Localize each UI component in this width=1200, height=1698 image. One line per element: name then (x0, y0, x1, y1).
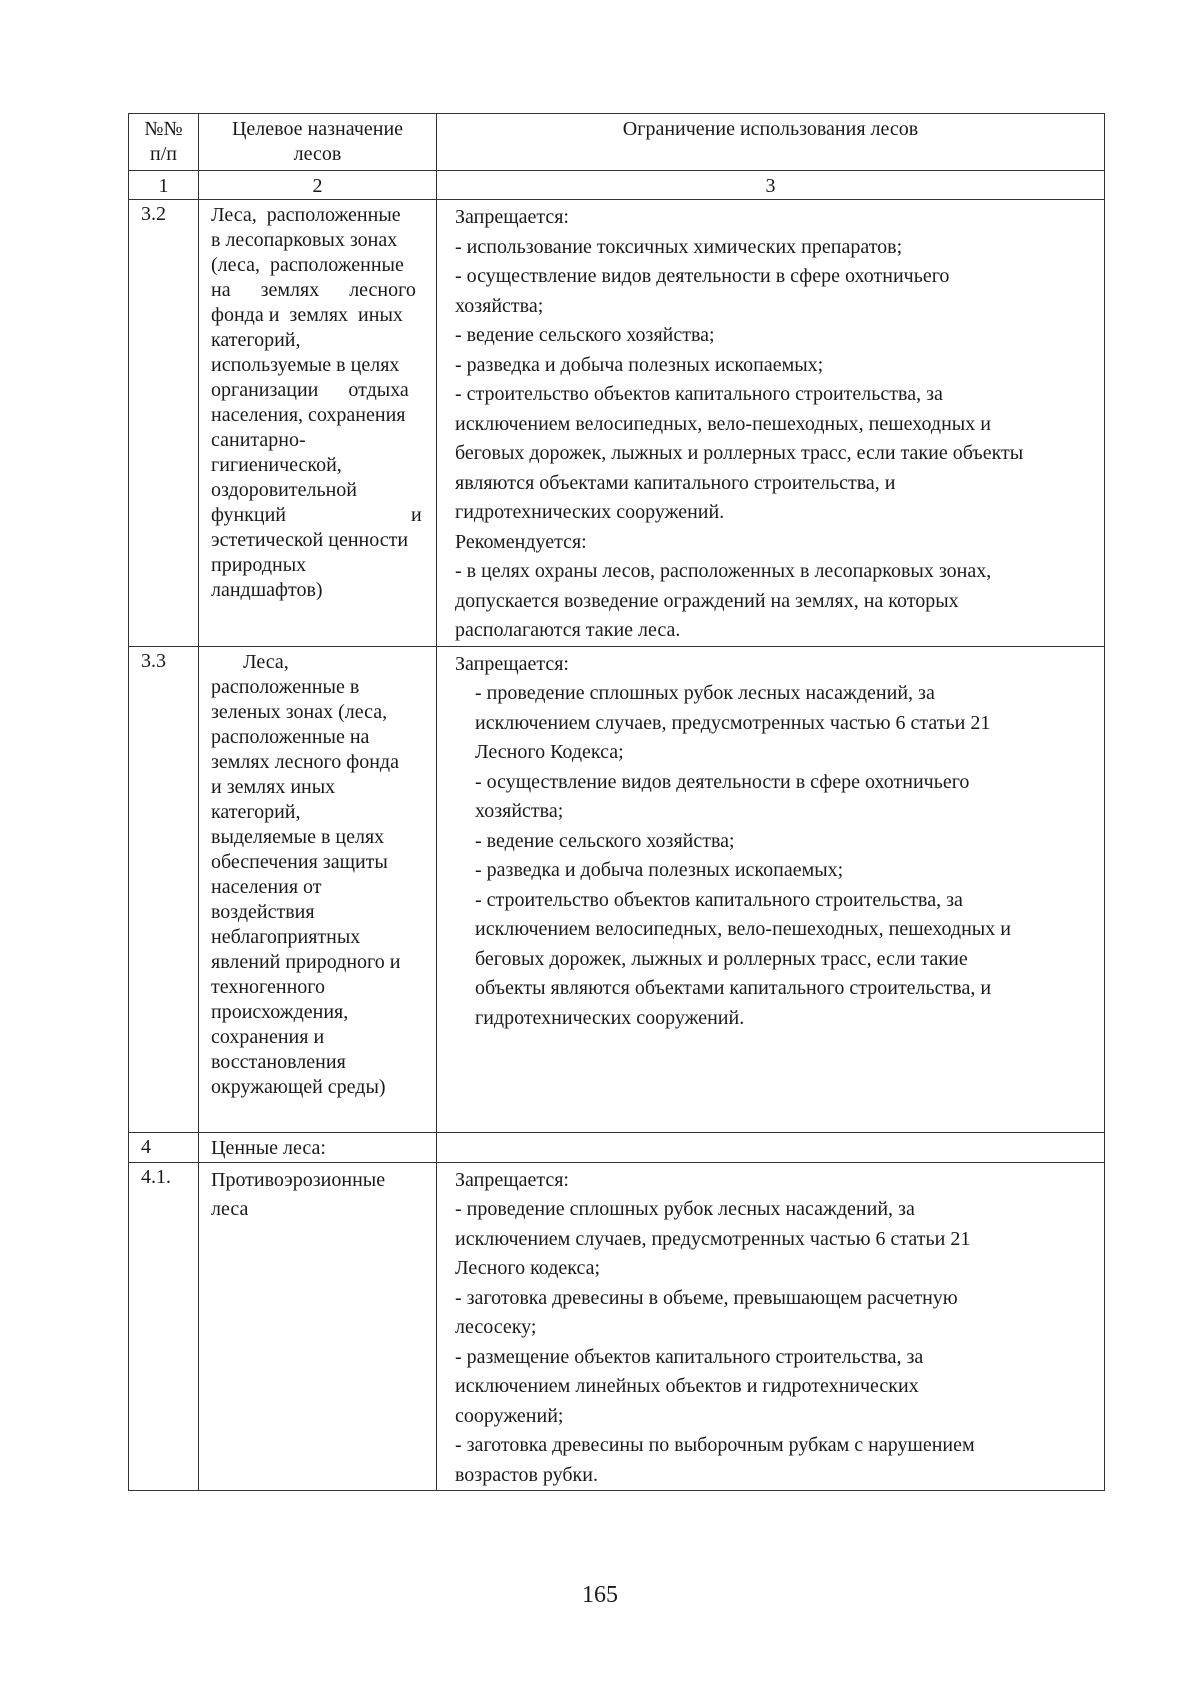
text-line: категорий, (211, 329, 301, 351)
text-line: в лесопарковых зонах (211, 229, 398, 251)
text-line: и землях иных (211, 775, 336, 798)
text-line: - проведение сплошных рубок лесных насаждений, за (475, 682, 935, 704)
text-line: - заготовка древесины по выборочным рубкам с нарушением (455, 1434, 975, 1456)
header-restriction-label: Ограничение использования лесов (622, 118, 919, 140)
text-line: ландшафтов) (211, 579, 323, 601)
header-restriction-cell (437, 114, 1105, 171)
text-line: восстановления (211, 1050, 346, 1073)
text-line: возрастов рубки. (455, 1463, 598, 1486)
text-line: - в целях охраны лесов, расположенных в лесопарковых зонах, (455, 560, 992, 582)
table-row (129, 646, 1105, 1132)
text-line: леса (211, 1197, 249, 1220)
text-line: беговых дорожек, лыжных и роллерных трасс, если такие (475, 947, 968, 970)
text-line: - осуществление видов деятельности в сфере охотничьего (475, 770, 970, 793)
text-line: природных (211, 554, 307, 576)
text-line: выделяемые в целях (211, 825, 385, 848)
text-line: гигиенической, (211, 454, 342, 476)
row-number: 4 (129, 1132, 199, 1162)
row-restrictions (437, 646, 1105, 1132)
text-line: населения от (211, 875, 322, 898)
row-purpose (199, 200, 437, 647)
text-line: землях лесного фонда (211, 750, 399, 773)
text-line: - размещение объектов капитального строительства, за (455, 1345, 924, 1368)
text-line: на землях лесного (211, 279, 416, 301)
text-line: обеспечения защиты (211, 850, 388, 873)
table-row (129, 1162, 1105, 1491)
text-line: происхождения, (211, 1000, 349, 1023)
row-restrictions (437, 1162, 1105, 1491)
text-line: категорий, (211, 800, 301, 823)
page-number: 165 (582, 1582, 618, 1608)
text-line: техногенного (211, 975, 325, 998)
text-line: хозяйства; (455, 294, 544, 317)
text-line: зеленых зонах (леса, (211, 700, 388, 723)
restrictions-list (455, 679, 1096, 1033)
text-line: хозяйства; (475, 800, 564, 822)
table-row (129, 200, 1105, 647)
text-line: сооружений; (455, 1404, 564, 1427)
text-line: исключением случаев, предусмотренных частью 6 статьи 21 (455, 1227, 971, 1250)
text-line: (леса, расположенные (211, 254, 404, 276)
text-line: гидротехнических сооружений. (455, 501, 725, 523)
text-line: допускается возведение ограждений на землях, на которых (455, 589, 959, 612)
text-line: Лесного кодекса; (455, 1257, 601, 1279)
text-line: - осуществление видов деятельности в сфере охотничьего (455, 265, 950, 287)
row-number: 3.2 (129, 200, 199, 647)
text-line: - проведение сплошных рубок лесных насаждений, за (455, 1198, 915, 1220)
text-line: - разведка и добыча полезных ископаемых; (455, 353, 824, 376)
text-line: исключением велосипедных, вело-пешеходных, пешеходных и (475, 918, 1011, 940)
text-line: Запрещается: (455, 206, 569, 228)
column-number: 1 (129, 171, 199, 200)
row-number: 3.3 (129, 646, 199, 1132)
header-number-line: №№ (144, 118, 183, 140)
text-line: функций и (211, 504, 422, 526)
text-line: санитарно- (211, 429, 306, 451)
text-line: населения, сохранения (211, 404, 406, 426)
text-line: Леса, расположенные (211, 204, 401, 226)
text-line: - использование токсичных химических препаратов; (455, 235, 903, 258)
text-line: окружающей среды) (211, 1075, 386, 1098)
text-line: организации отдыха (211, 379, 409, 401)
text-line: исключением случаев, предусмотренных частью 6 статьи 21 (475, 711, 991, 734)
column-number: 3 (437, 171, 1105, 200)
text-line: оздоровительной (211, 479, 357, 501)
text-line: Запрещается: (455, 1168, 569, 1191)
text-line: неблагоприятных (211, 925, 361, 948)
text-line: - ведение сельского хозяйства; (455, 324, 715, 346)
text-line: лесосеку; (455, 1316, 537, 1338)
header-number-cell (129, 114, 199, 171)
text-line: исключением велосипедных, вело-пешеходных, пешеходных и (455, 412, 991, 435)
text-line: исключением линейных объектов и гидротехнических (455, 1375, 919, 1397)
text-line: - строительство объектов капитального строительства, за (455, 383, 943, 405)
row-purpose (199, 646, 437, 1132)
header-purpose-cell (199, 114, 437, 171)
text-line: Противоэрозионные (211, 1168, 386, 1191)
row-purpose (199, 1162, 437, 1491)
text-line: располагаются такие леса. (455, 619, 681, 641)
row-number: 4.1. (129, 1162, 199, 1491)
text-line: гидротехнических сооружений. (475, 1006, 745, 1029)
row-restrictions (437, 1132, 1105, 1162)
table-header-row (129, 114, 1105, 171)
text-line: - заготовка древесины в объеме, превышающем расчетную (455, 1286, 958, 1309)
table-row (129, 1132, 1105, 1162)
column-number-row (129, 171, 1105, 200)
text-line: расположенные в (211, 675, 360, 698)
text-line: используемые в целях (211, 354, 400, 376)
text-line: фонда и землях иных (211, 304, 403, 326)
row-purpose (199, 1132, 437, 1162)
text-line: эстетической ценности (211, 529, 409, 551)
text-line: Лесного Кодекса; (475, 741, 624, 763)
text-line: - ведение сельского хозяйства; (475, 829, 735, 852)
purpose-line: Ценные леса: (211, 1136, 326, 1159)
restrictions-title: Запрещается: (455, 652, 569, 675)
restrictions-table (128, 113, 1105, 1491)
row-restrictions (437, 200, 1105, 647)
column-number: 2 (199, 171, 437, 200)
header-purpose-line: лесов (293, 143, 342, 165)
text-line: явлений природного и (211, 950, 401, 973)
header-purpose-line: Целевое назначение (231, 118, 404, 140)
text-line: беговых дорожек, лыжных и роллерных трасс, если такие объекты (455, 442, 1024, 464)
header-number-line: п/п (150, 143, 177, 165)
text-line: - разведка и добыча полезных ископаемых; (475, 859, 844, 881)
text-line: Леса, (243, 650, 289, 673)
text-line: Рекомендуется: (455, 530, 587, 553)
text-line: воздействия (211, 900, 315, 923)
text-line: сохранения и (211, 1025, 325, 1048)
text-line: являются объектами капитального строительства, и (455, 471, 896, 494)
text-line: объекты являются объектами капитального строительства, и (475, 977, 992, 999)
text-line: расположенные на (211, 725, 370, 748)
text-line: - строительство объектов капитального строительства, за (475, 888, 963, 911)
